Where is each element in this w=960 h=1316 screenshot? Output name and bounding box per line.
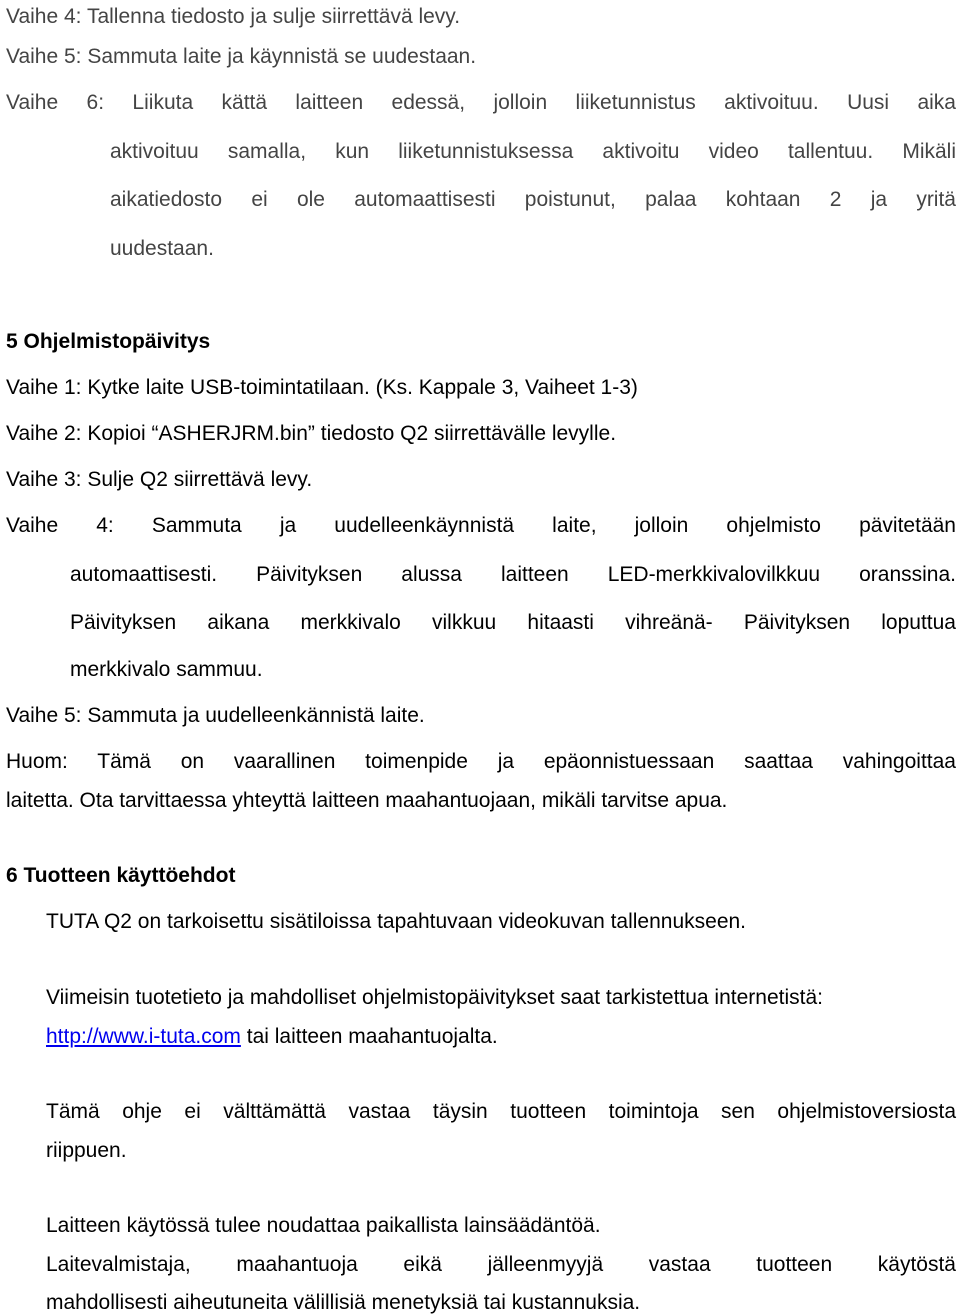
step-4-text: Vaihe 4: Tallenna tiedosto ja sulje siirrettävä levy.	[6, 5, 461, 28]
step-6-line-1: Vaihe 6: Liikuta kättä laitteen edessä, jolloin liiketunnistus aktivoituu. Uusi aika	[6, 91, 956, 114]
update-step-2: Vaihe 2: Kopioi “ASHERJRM.bin” tiedosto Q2 siirrettävälle levylle.	[6, 422, 617, 445]
update-step-4-line-3: Päivityksen aikana merkkivalo vilkkuu hitaasti vihreänä- Päivityksen loputtua	[70, 611, 956, 634]
terms-paragraph-3-line-2: riippuen.	[46, 1139, 127, 1162]
update-step-4-line-2: automaattisesti. Päivityksen alussa laitteen LED-merkkivalovilkkuu oranssina.	[70, 563, 956, 586]
step-6-line-4: uudestaan.	[110, 237, 214, 260]
update-step-1: Vaihe 1: Kytke laite USB-toimintatilaan. (Ks. Kappale 3, Vaiheet 1-3)	[6, 376, 638, 399]
section-6-heading: 6 Tuotteen käyttöehdot	[6, 864, 236, 887]
section-5-heading: 5 Ohjelmistopäivitys	[6, 330, 211, 353]
step-6-line-3: aikatiedosto ei ole automaattisesti poistunut, palaa kohtaan 2 ja yritä	[110, 188, 956, 211]
update-step-3: Vaihe 3: Sulje Q2 siirrettävä levy.	[6, 468, 313, 491]
terms-paragraph-1: TUTA Q2 on tarkoisettu sisätiloissa tapahtuvaan videokuvan tallennukseen.	[46, 910, 747, 933]
terms-paragraph-2-rest: tai laitteen maahantuojalta.	[240, 1025, 498, 1048]
terms-paragraph-4-line-2: Laitevalmistaja, maahantuoja eikä jälleenmyyjä vastaa tuotteen käytöstä	[46, 1253, 956, 1276]
warning-line-1: Huom: Tämä on vaarallinen toimenpide ja epäonnistuessaan saattaa vahingoittaa	[6, 750, 956, 773]
step-6-line-2: aktivoituu samalla, kun liiketunnistuksessa aktivoitu video tallentuu. Mikäli	[110, 140, 956, 163]
update-step-5: Vaihe 5: Sammuta ja uudelleenkännistä laite.	[6, 704, 425, 727]
update-step-4-line-1: Vaihe 4: Sammuta ja uudelleenkäynnistä laite, jolloin ohjelmisto pävitetään	[6, 514, 956, 537]
terms-paragraph-2-line-1: Viimeisin tuotetieto ja mahdolliset ohjelmistopäivitykset saat tarkistettua internetistä:	[46, 986, 823, 1009]
terms-paragraph-4-line-1: Laitteen käytössä tulee noudattaa paikallista lainsäädäntöä.	[46, 1214, 601, 1237]
step-5-text: Vaihe 5: Sammuta laite ja käynnistä se uudestaan.	[6, 45, 477, 68]
website-link[interactable]: http://www.i-tuta.com	[46, 1025, 241, 1048]
warning-line-2: laitetta. Ota tarvittaessa yhteyttä laitteen maahantuojaan, mikäli tarvitse apua.	[6, 789, 728, 812]
terms-paragraph-2-line-2	[46, 1026, 498, 1047]
terms-paragraph-4-line-3: mahdollisesti aiheutuneita välillisiä menetyksiä tai kustannuksia.	[46, 1291, 641, 1314]
update-step-4-line-4: merkkivalo sammuu.	[70, 658, 263, 681]
terms-paragraph-3-line-1: Tämä ohje ei välttämättä vastaa täysin tuotteen toimintoja sen ohjelmistoversiosta	[46, 1100, 956, 1123]
